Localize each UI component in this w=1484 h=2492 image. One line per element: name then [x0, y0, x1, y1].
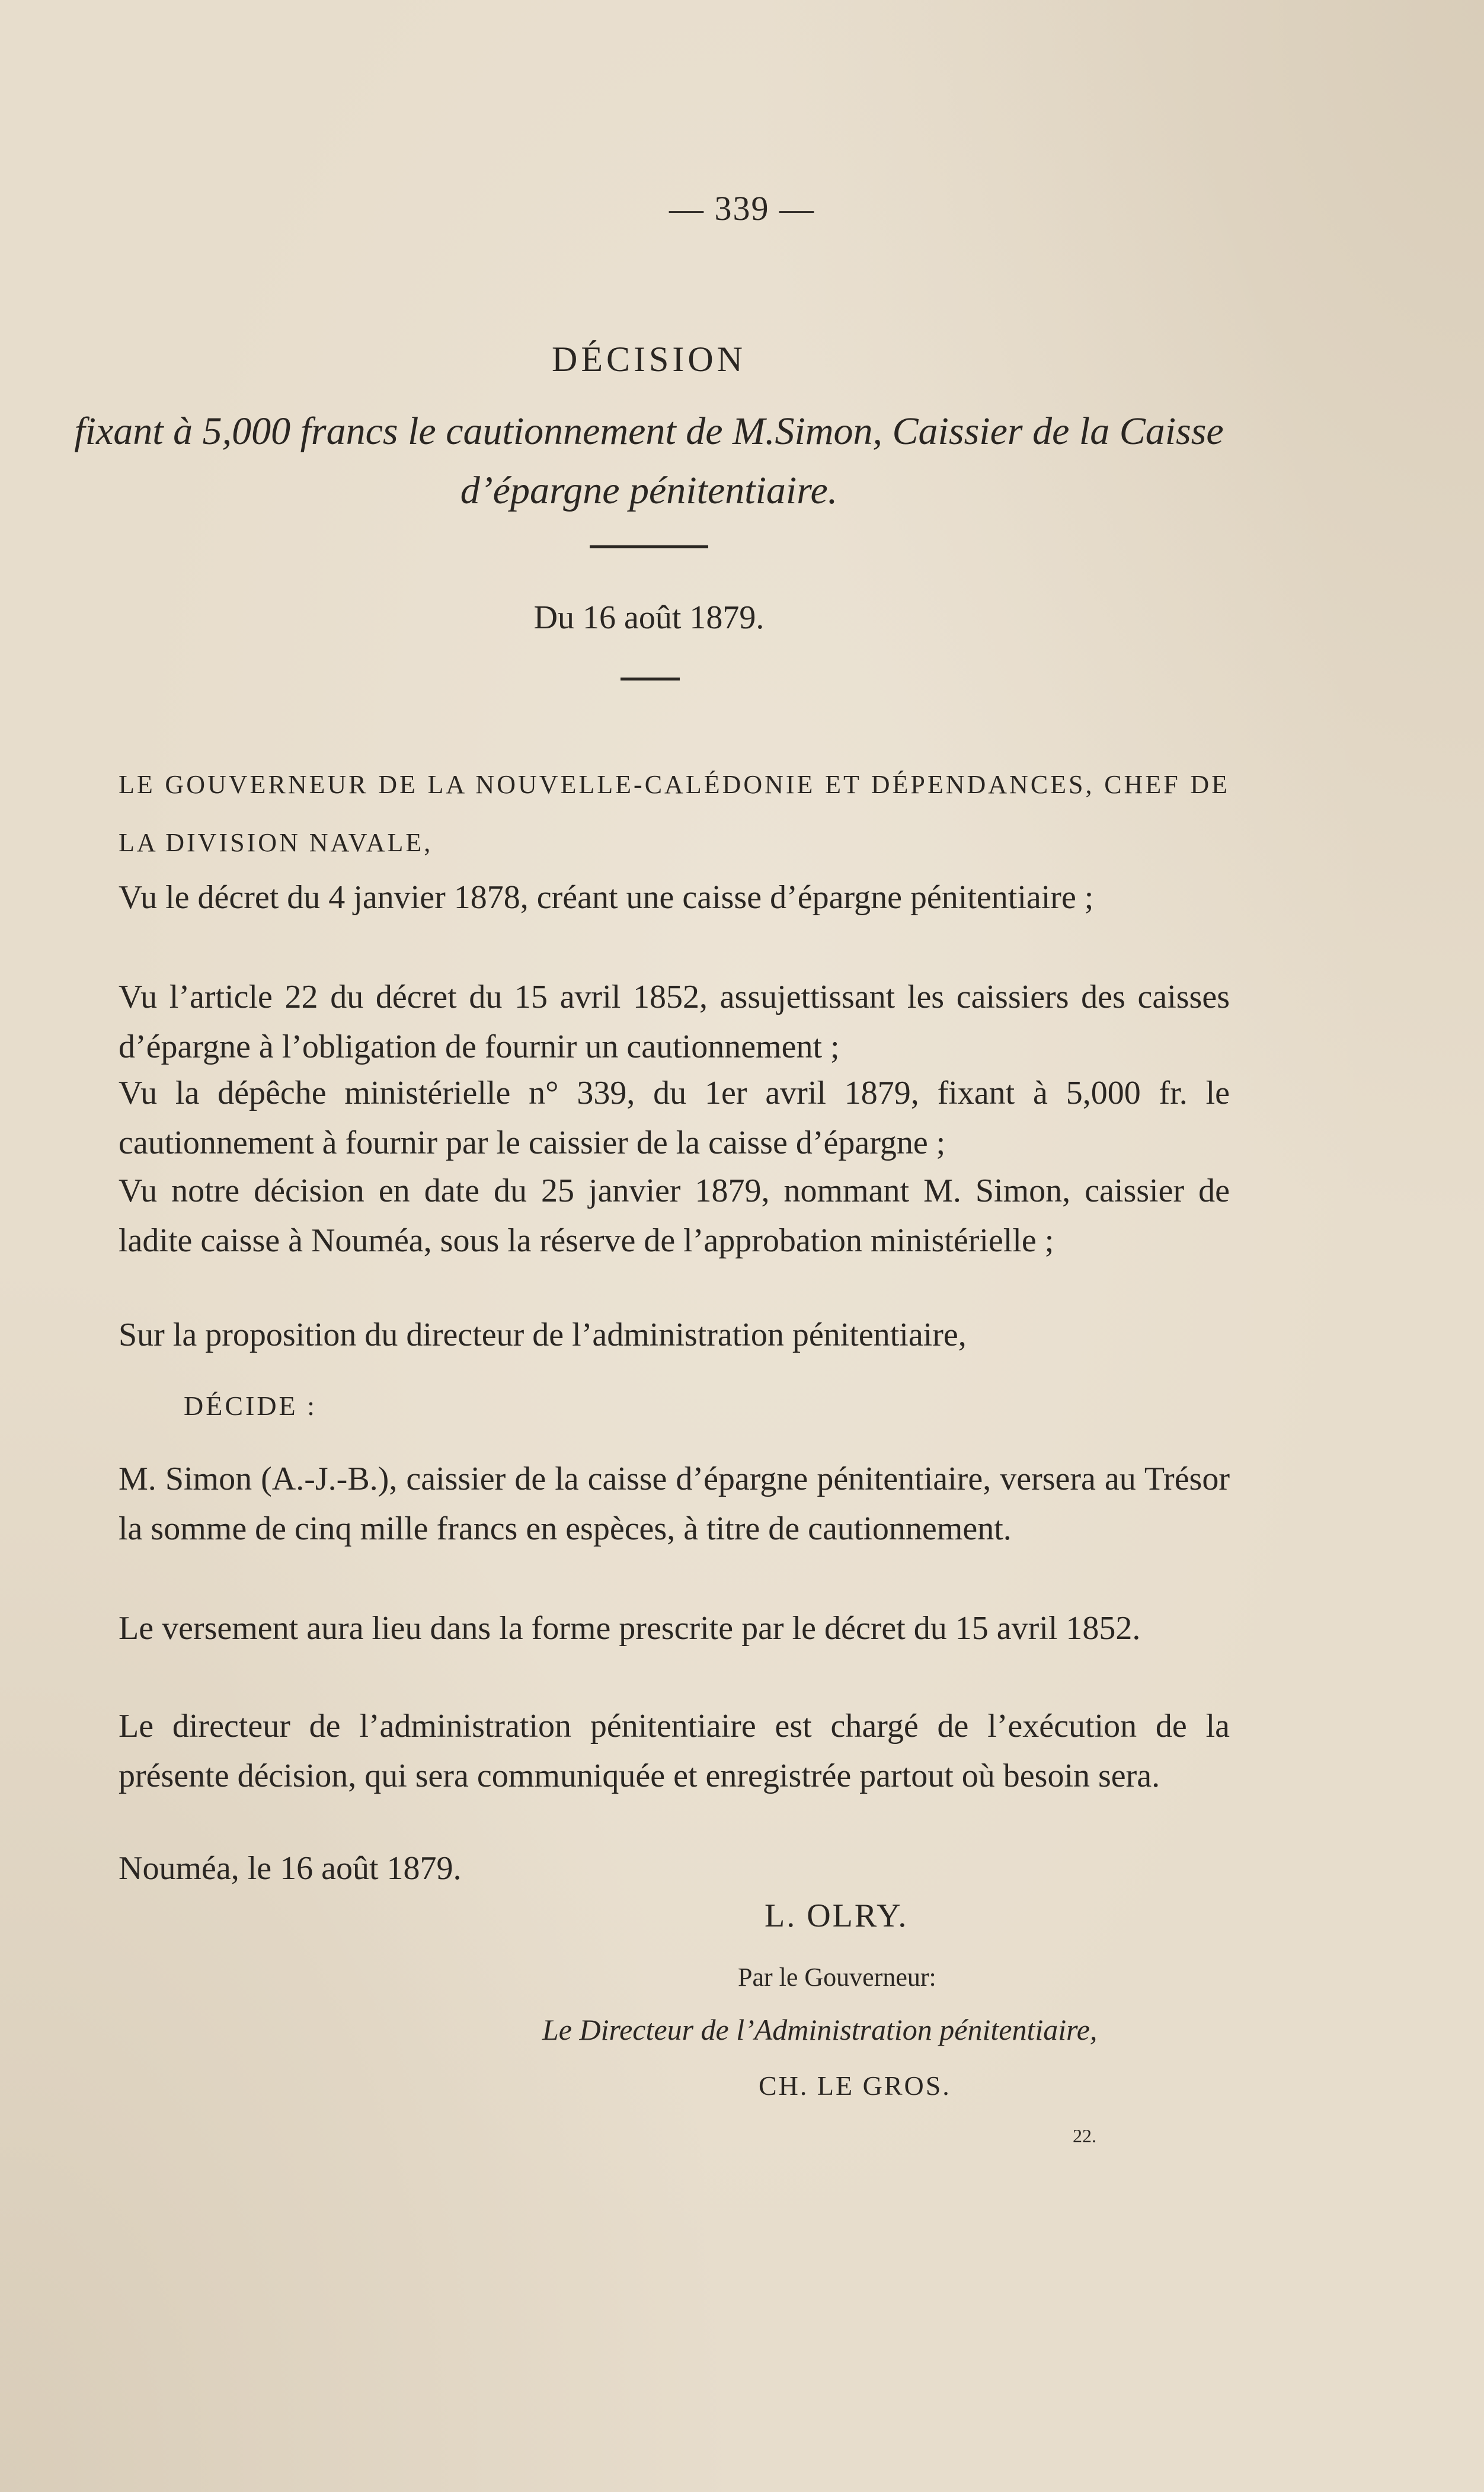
decide-heading: DÉCIDE :: [184, 1391, 317, 1421]
decision-title: DÉCISION: [552, 340, 746, 379]
divider-rule-short: [621, 678, 680, 680]
paragraph-vu-depeche: Vu la dépêche ministérielle n° 339, du 1er avril 1879, fixant à 5,000 fr. le cautionnement à fournir par le caissier de la caisse d’épargne ;: [119, 1075, 1230, 1161]
paragraph-vu-decret-1878: Vu le décret du 4 janvier 1878, créant une caisse d’épargne pénitentiaire ;: [119, 879, 1094, 916]
signatory-par: Par le Gouverneur:: [738, 1963, 936, 1992]
preamble-governor: LE GOUVERNEUR DE LA NOUVELLE-CALÉDONIE ET DÉPENDANCES, CHEF DE LA DIVISION NAVALE,: [119, 770, 1230, 857]
paragraph-vu-decision: Vu notre décision en date du 25 janvier 1879, nommant M. Simon, caissier de ladite caisse à Nouméa, sous la réserve de l’approbation ministérielle ;: [119, 1172, 1230, 1259]
paragraph-decision-3: Le directeur de l’administration pénitentiaire est chargé de l’exécution de la présente décision, qui sera communiquée et enregistrée partout où besoin sera.: [119, 1708, 1230, 1794]
place-and-date: Nouméa, le 16 août 1879.: [119, 1850, 462, 1887]
paragraph-sur-proposition: Sur la proposition du directeur de l’administration pénitentiaire,: [119, 1317, 967, 1353]
paragraph-vu-article-22: Vu l’article 22 du décret du 15 avril 1852, assujettissant les caissiers des caisses d’épargne à l’obligation de fournir un cautionnement ;: [119, 979, 1230, 1065]
divider-rule: [590, 545, 708, 548]
signatory-role: Le Directeur de l’Administration pénitentiaire,: [542, 2013, 1098, 2046]
decision-date: Du 16 août 1879.: [533, 599, 765, 636]
decision-subtitle-line-1: fixant à 5,000 francs le cautionnement de M.Simon, Caissier de la Caisse: [74, 410, 1224, 453]
signature-mark: 22.: [1073, 2125, 1096, 2146]
signatory-person: CH. LE GROS.: [759, 2071, 951, 2101]
page-number: — 339 —: [669, 189, 815, 228]
signatory-name: L. OLRY.: [765, 1897, 909, 1934]
decision-subtitle-line-2: d’épargne pénitentiaire.: [460, 469, 838, 512]
paragraph-decision-1: M. Simon (A.-J.-B.), caissier de la caisse d’épargne pénitentiaire, versera au Trésor la somme de cinq mille francs en espèces, à titre de cautionnement.: [119, 1461, 1230, 1547]
paragraph-decision-2: Le versement aura lieu dans la forme prescrite par le décret du 15 avril 1852.: [119, 1610, 1141, 1647]
